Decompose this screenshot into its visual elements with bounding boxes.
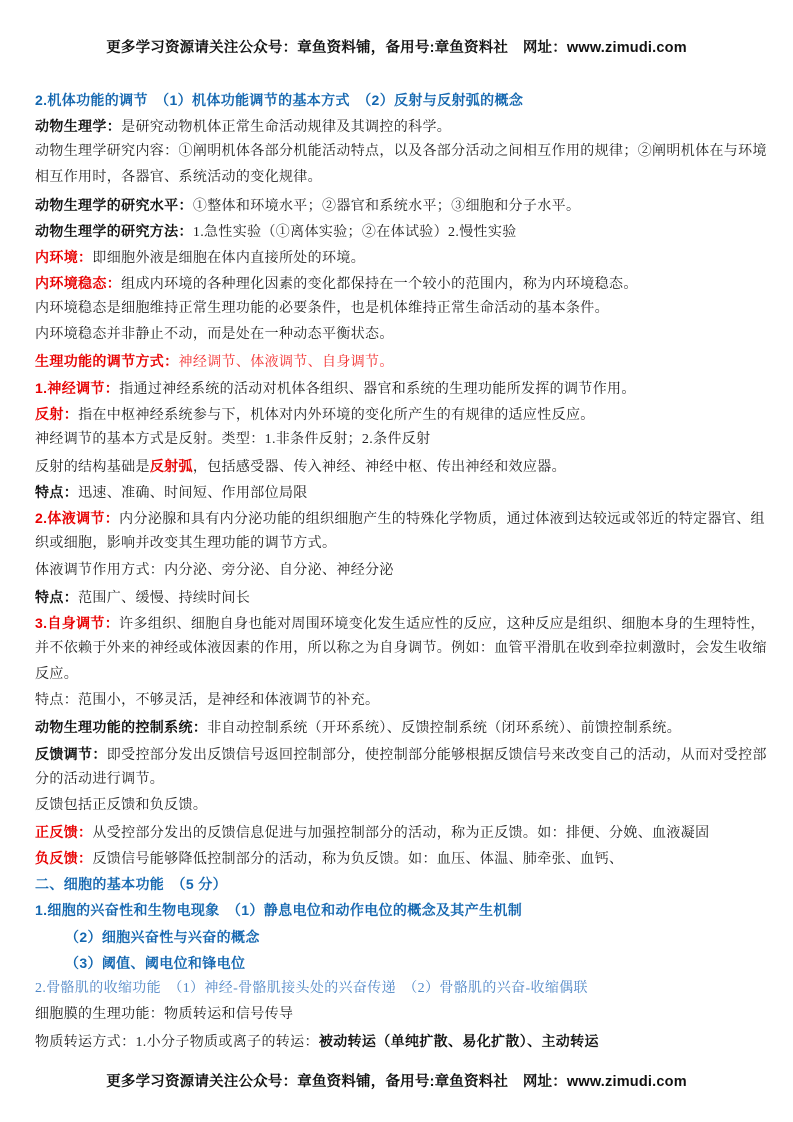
text-line xyxy=(35,558,759,584)
text-line xyxy=(35,767,759,793)
section-heading xyxy=(35,897,759,923)
text-line xyxy=(35,976,759,1002)
text-line xyxy=(35,714,759,740)
text-segment: 内环境： xyxy=(35,248,93,265)
text-segment: 范围广、缓慢、持续时间长 xyxy=(78,590,251,606)
text-line xyxy=(35,296,759,322)
text-line xyxy=(35,375,759,401)
text-segment: 相互作用时，各器官、系统活动的变化规律。 xyxy=(35,170,322,186)
text-segment: 反馈信号能够降低控制部分的活动，称为负反馈。如：血压、体温、肺牵张、血钙、 xyxy=(92,852,624,868)
text-segment: 2.骨骼肌的收缩功能 （1）神经-骨骼肌接头处的兴奋传递 （2）骨骼肌的兴奋-收缩偶联 xyxy=(35,980,588,996)
text-segment: 组成内环境的各种理化因素的变化都保持在一个较小的范围内，称为内环境稳态。 xyxy=(121,276,638,292)
section-heading xyxy=(35,950,759,976)
text-segment: 指通过神经系统的活动对机体各组织、器官和系统的生理功能所发挥的调节作用。 xyxy=(119,381,636,397)
text-line xyxy=(35,348,759,374)
text-segment: 物质转运方式：1.小分子物质或离子的转运： xyxy=(35,1035,319,1051)
text-segment: 特点：范围小，不够灵活，是神经和体液调节的补充。 xyxy=(35,693,380,709)
text-line xyxy=(35,192,759,218)
section-heading xyxy=(35,87,759,113)
text-line xyxy=(35,531,759,557)
text-segment: 特点： xyxy=(35,588,79,605)
text-line xyxy=(35,688,759,714)
text-segment: 即受控部分发出反馈信号返回控制部分，使控制部分能够根据反馈信号来改变自己的活动，从而对受控部 xyxy=(106,747,767,763)
text-segment: 动物生理学的研究方法： xyxy=(35,222,193,239)
text-line xyxy=(35,845,759,871)
text-line xyxy=(35,636,767,662)
text-segment: 是研究动物机体正常生命活动规律及其调控的科学。 xyxy=(121,120,452,136)
text-segment: 指在中枢神经系统参与下，机体对内外环境的变化所产生的有规律的适应性反应。 xyxy=(78,407,595,423)
text-line xyxy=(35,401,759,427)
text-segment: 内环境稳态并非静止不动，而是处在一种动态平衡状态。 xyxy=(35,327,394,343)
text-line xyxy=(35,113,759,139)
text-segment: 被动转运（单纯扩散、易化扩散）、主动转运 xyxy=(318,1033,599,1050)
text-segment: 并不依赖于外来的神经或体液因素的作用，所以称之为自身调节。例如：血管平滑肌在收到牵拉刺激时，会发生收缩 xyxy=(35,640,767,656)
text-segment: 非自动控制系统（开环系统）、反馈控制系统（闭环系统）、前馈控制系统。 xyxy=(207,721,682,737)
text-segment: ，包括感受器、传入神经、神经中枢、传出神经和效应器。 xyxy=(192,459,566,475)
text-segment: 反射弧 xyxy=(149,457,193,474)
text-segment: 内分泌腺和具有内分泌功能的组织细胞产生的特殊化学物质，通过体液到达较远或邻近的特定器官、组 xyxy=(119,512,765,528)
text-segment: 1.急性实验（①离体实验；②在体试验）2.慢性实验 xyxy=(192,224,517,240)
text-line xyxy=(35,165,759,191)
text-segment: 动物生理学研究内容：①阐明机体各部分机能活动特点，以及各部分活动之间相互作用的规律；②阐明机体在与环境 xyxy=(35,144,767,160)
text-segment: 反射的结构基础是 xyxy=(35,459,150,475)
text-line xyxy=(35,584,759,610)
text-segment: 动物生理功能的控制系统： xyxy=(35,719,208,736)
text-segment: 体液调节作用方式：内分泌、旁分泌、自分泌、神经分泌 xyxy=(35,562,394,578)
text-segment: ①整体和环境水平；②器官和系统水平；③细胞和分子水平。 xyxy=(192,198,581,214)
text-segment: 动物生理学： xyxy=(35,118,122,135)
text-segment: 神经调节、体液调节、自身调节。 xyxy=(178,355,394,371)
text-segment: 1.神经调节： xyxy=(35,379,120,396)
text-segment: 从受控部分发出的反馈信息促进与加强控制部分的活动，称为正反馈。如：排便、分娩、血液凝固 xyxy=(92,825,710,841)
text-segment: 反馈调节： xyxy=(35,745,107,762)
document-body xyxy=(35,87,767,1054)
text-line xyxy=(35,610,765,636)
text-line xyxy=(35,244,759,270)
text-line xyxy=(35,139,767,165)
text-segment: 特点： xyxy=(35,484,79,501)
text-segment: 正反馈： xyxy=(35,823,93,840)
text-segment: 二、细胞的基本功能 （5 分） xyxy=(35,876,227,893)
text-segment: 2.机体功能的调节 （1）机体功能调节的基本方式 （2）反射与反射弧的概念 xyxy=(35,92,524,108)
text-segment: 负反馈： xyxy=(35,850,93,867)
text-segment: 反应。 xyxy=(35,667,79,683)
text-segment: 内环境稳态： xyxy=(35,274,122,291)
text-segment: 迅速、准确、时间短、作用部位局限 xyxy=(78,486,308,502)
text-line xyxy=(35,662,759,688)
text-segment: 反射： xyxy=(35,405,79,422)
text-segment: 生理功能的调节方式： xyxy=(35,353,179,370)
text-segment: 动物生理学的研究水平： xyxy=(35,196,193,213)
text-line xyxy=(35,427,759,453)
text-segment: 3.自身调节： xyxy=(35,614,120,631)
page-footer-promo-text: 更多学习资源请关注公众号：章鱼资料铺，备用号:章鱼资料社 网址：www.zimudi.com xyxy=(106,1074,687,1090)
page-header-promo-text: 更多学习资源请关注公众号：章鱼资料铺，备用号:章鱼资料社 网址：www.zimudi.com xyxy=(106,40,687,56)
text-line xyxy=(35,741,767,767)
text-line xyxy=(35,505,765,531)
text-segment: 1.细胞的兴奋性和生物电现象 （1）静息电位和动作电位的概念及其产生机制 xyxy=(35,902,523,919)
text-line xyxy=(35,1028,759,1054)
section-heading xyxy=(35,924,759,950)
text-segment: 内环境稳态是细胞维持正常生理功能的必要条件，也是机体维持正常生命活动的基本条件。 xyxy=(35,301,609,317)
text-segment: 2.体液调节： xyxy=(35,510,120,527)
text-line xyxy=(35,793,759,819)
text-segment: 即细胞外液是细胞在体内直接所处的环境。 xyxy=(92,250,366,266)
text-line xyxy=(35,270,759,296)
text-segment: 反馈包括正反馈和负反馈。 xyxy=(35,797,208,813)
text-line xyxy=(35,218,759,244)
text-segment: 织或细胞，影响并改变其生理功能的调节方式。 xyxy=(35,536,337,552)
text-line xyxy=(35,479,759,505)
text-line xyxy=(35,1002,759,1028)
text-segment: （3）阈值、阈电位和锋电位 xyxy=(65,954,246,971)
text-segment: 细胞膜的生理功能：物质转运和信号传导 xyxy=(35,1006,294,1022)
section-heading xyxy=(35,871,759,897)
text-line xyxy=(35,453,759,479)
text-line xyxy=(35,819,759,845)
text-line xyxy=(35,322,759,348)
text-segment: （2）细胞兴奋性与兴奋的概念 xyxy=(65,928,260,945)
text-segment: 神经调节的基本方式是反射。类型：1.非条件反射；2.条件反射 xyxy=(35,431,431,447)
text-segment: 分的活动进行调节。 xyxy=(35,771,165,787)
text-segment: 许多组织、细胞自身也能对周围环境变化发生适应性的反应，这种反应是组织、细胞本身的生理特性， xyxy=(119,616,765,632)
